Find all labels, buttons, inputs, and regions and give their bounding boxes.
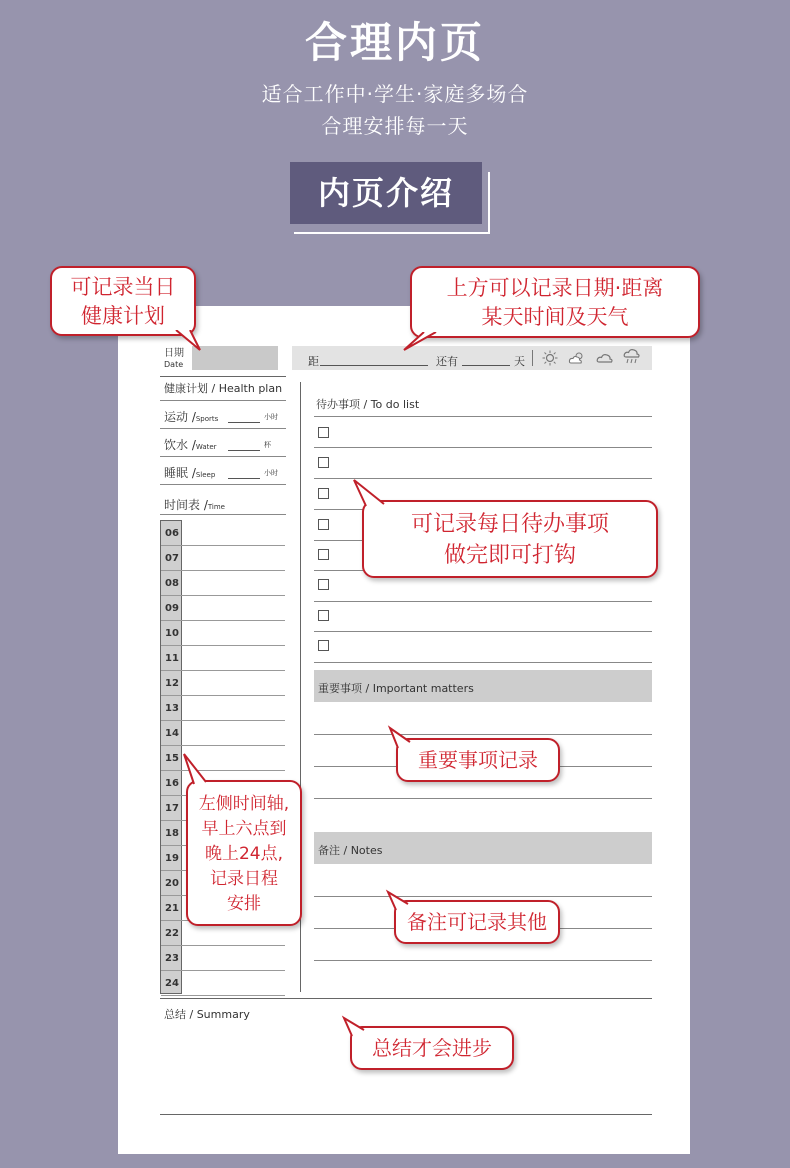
remaining-line[interactable] xyxy=(462,365,510,366)
todo-checkbox-7[interactable] xyxy=(318,610,329,621)
todo-line-1 xyxy=(314,447,652,448)
todo-line-6 xyxy=(314,601,652,602)
todo-checkbox-5[interactable] xyxy=(318,549,329,560)
todo-checkbox-1[interactable] xyxy=(318,427,329,438)
todo-title: 待办事项 / To do list xyxy=(316,398,420,411)
todo-line-8 xyxy=(314,662,652,663)
callout-important: 重要事项记录 xyxy=(396,738,560,782)
todo-line-7 xyxy=(314,631,652,632)
date-field[interactable] xyxy=(192,346,278,370)
sleep-unit: 小时 xyxy=(264,469,278,477)
callout-health-plan: 可记录当日 健康计划 xyxy=(50,266,196,336)
sleep-input-line[interactable] xyxy=(228,478,260,479)
notes-header: 备注 / Notes xyxy=(314,832,652,864)
subtitle-line-2: 合理安排每一天 xyxy=(321,114,469,138)
hour-row-22[interactable]: 22 xyxy=(161,921,285,946)
health-top-line xyxy=(160,376,286,377)
sleep-label: 睡眠 /Sleep xyxy=(164,466,216,480)
sleep-row-line xyxy=(160,484,286,485)
water-unit: 杯 xyxy=(264,441,271,449)
callout-tail-health xyxy=(174,330,204,352)
hour-row-11[interactable]: 11 xyxy=(161,646,285,671)
hour-row-08[interactable]: 08 xyxy=(161,571,285,596)
callout-summary: 总结才会进步 xyxy=(350,1026,514,1070)
timetable-title-line xyxy=(160,514,286,515)
partly-cloudy-icon[interactable] xyxy=(568,350,586,366)
hour-row-12[interactable]: 12 xyxy=(161,671,285,696)
hour-row-09[interactable]: 09 xyxy=(161,596,285,621)
hour-row-13[interactable]: 13 xyxy=(161,696,285,721)
hour-row-18[interactable]: 18 xyxy=(161,821,285,846)
notes-line-3 xyxy=(314,960,652,961)
callout-timeline: 左侧时间轴, 早上六点到 晚上24点, 记录日程 安排 xyxy=(186,780,302,926)
distance-line[interactable] xyxy=(320,365,428,366)
callout-tail-summary xyxy=(340,1014,366,1038)
sports-row-line xyxy=(160,428,286,429)
callout-notes: 备注可记录其他 xyxy=(394,900,560,944)
sports-input-line[interactable] xyxy=(228,422,260,423)
todo-title-line xyxy=(314,416,652,417)
summary-title: 总结 / Summary xyxy=(164,1008,250,1021)
hour-row-07[interactable]: 07 xyxy=(161,546,285,571)
timetable-title: 时间表 /Time xyxy=(164,498,225,512)
hour-row-19[interactable]: 19 xyxy=(161,846,285,871)
todo-checkbox-8[interactable] xyxy=(318,640,329,651)
hour-row-14[interactable]: 14 xyxy=(161,721,285,746)
cloudy-icon[interactable] xyxy=(596,350,614,366)
todo-checkbox-4[interactable] xyxy=(318,519,329,530)
page-title: 合理内页 xyxy=(304,18,485,67)
days-label: 天 xyxy=(514,355,525,368)
weather-divider xyxy=(532,350,533,366)
hour-row-10[interactable]: 10 xyxy=(161,621,285,646)
callout-tail-todo xyxy=(352,478,388,508)
notes-line-1 xyxy=(314,896,652,897)
hour-row-23[interactable]: 23 xyxy=(161,946,285,971)
callout-todo: 可记录每日待办事项 做完即可打钩 xyxy=(362,500,658,578)
summary-bottom-line xyxy=(160,1114,652,1115)
health-plan-title: 健康计划 / Health plan xyxy=(164,382,283,395)
todo-checkbox-3[interactable] xyxy=(318,488,329,499)
water-input-line[interactable] xyxy=(228,450,260,451)
rain-icon[interactable] xyxy=(623,348,641,366)
callout-date: 上方可以记录日期·距离 某天时间及天气 xyxy=(410,266,700,338)
hour-row-20[interactable]: 20 xyxy=(161,871,285,896)
callout-tail-date xyxy=(400,332,440,352)
remaining-label: 还有 xyxy=(436,355,458,368)
water-label: 饮水 /Water xyxy=(164,438,217,452)
sports-label: 运动 /Sports xyxy=(164,410,219,424)
important-line-3 xyxy=(314,798,652,799)
sports-unit: 小时 xyxy=(264,413,278,421)
summary-top-line xyxy=(160,998,652,999)
todo-checkbox-6[interactable] xyxy=(318,579,329,590)
sun-icon[interactable] xyxy=(542,350,558,366)
section-frame-right xyxy=(488,172,490,234)
hour-column xyxy=(160,520,182,994)
hour-row-24[interactable]: 24 xyxy=(161,971,285,996)
hour-row-15[interactable]: 15 xyxy=(161,746,285,771)
water-row-line xyxy=(160,456,286,457)
hour-row-17[interactable]: 17 xyxy=(161,796,285,821)
distance-label: 距 xyxy=(308,355,319,368)
important-header: 重要事项 / Important matters xyxy=(314,670,652,702)
callout-tail-notes xyxy=(384,888,410,912)
section-label: 内页介绍 xyxy=(290,162,482,224)
hour-row-21[interactable]: 21 xyxy=(161,896,285,921)
subtitle-line-1: 适合工作中·学生·家庭多场合 xyxy=(261,82,529,106)
date-label: 日期 Date xyxy=(164,348,184,369)
todo-checkbox-2[interactable] xyxy=(318,457,329,468)
hour-row-16[interactable]: 16 xyxy=(161,771,285,796)
important-line-1 xyxy=(314,734,652,735)
health-title-line xyxy=(160,400,286,401)
callout-tail-important xyxy=(386,724,412,750)
section-frame-bottom xyxy=(294,232,490,234)
callout-tail-timeline xyxy=(180,752,210,786)
hour-row-06[interactable]: 06 xyxy=(161,521,285,546)
